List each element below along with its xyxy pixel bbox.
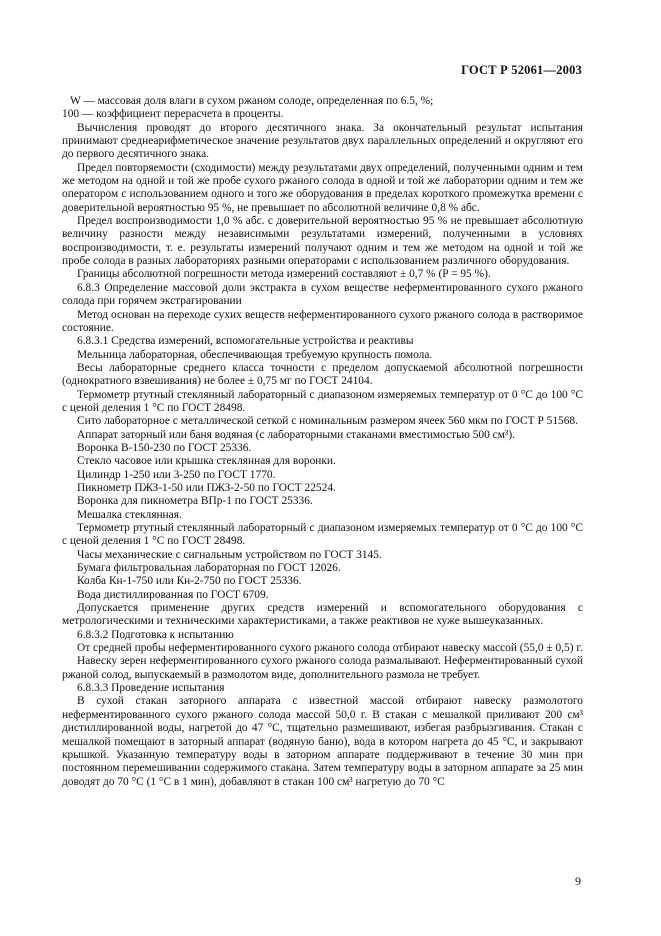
list-item: Стекло часовое или крышка стеклянная для воронки. xyxy=(77,455,336,468)
paragraph: В сухой стакан заторного аппарата с известной массой отбирают навеску размолотого неферментированного сухого ржаного солода массой 50,0 г. В стакан с мешалкой приливают 200 см³ дистиллированной воды, нагретой до 47 °С, тщательно размешивают, избегая разбрызгивания. Стакан с мешалкой помещают в заторный аппарат (водяную баню), вода в котором нагрета до 45 °С, и закрывают крышкой. Указанную температуру воды в заторном аппарате поддерживают в течение 30 мин при постоянном перемешивании содержимого стакана. Затем температуру воды в заторном аппарате за 25 мин доводят до 70 °С (1 °С в 1 мин), добавляют в стакан 100 см³ нагретую до 70 °С xyxy=(62,695,583,788)
section-heading: 6.8.3.3 Проведение испытания xyxy=(77,682,225,695)
list-item: Весы лабораторные среднего класса точности с пределом допускаемой абсолютной погрешности (однократного взвешивания) не более ± 0,75 мг по ГОСТ 24104. xyxy=(62,361,583,388)
list-item: Аппарат заторный или баня водяная (с лабораторными стаканами вместимостью 500 см³). xyxy=(77,428,515,441)
list-item: Сито лабораторное с металлической сеткой с номинальным размером ячеек 560 мкм по ГОСТ Р 51568. xyxy=(77,415,578,428)
list-item: Бумага фильтровальная лабораторная по ГОСТ 12026. xyxy=(77,562,341,575)
list-item: Вода дистиллированная по ГОСТ 6709. xyxy=(77,588,269,601)
paragraph: Допускается применение других средств измерений и вспомогательного оборудования с метрологическими и техническими характеристиками, а также реактивов не хуже вышеуказанных. xyxy=(62,602,583,628)
document-body xyxy=(62,95,583,789)
list-item: Мельница лабораторная, обеспечивающая требуемую крупность помола. xyxy=(77,348,433,361)
paragraph: Границы абсолютной погрешности метода измерений составляют ± 0,7 % (P = 95 %). xyxy=(77,268,491,281)
list-item: Термометр ртутный стеклянный лабораторный с диапазоном измеряемых температур от 0 °С до 100 °С с ценой деления 1 °С по ГОСТ 28498. xyxy=(62,522,583,548)
paragraph: Навеску зерен неферментированного сухого ржаного солода размалывают. Неферментированный сухой ржаной солод, выпускаемый в размолотом виде, дополнительного размола не требует. xyxy=(62,655,583,681)
paragraph: От средней пробы неферментированного сухого ржаного солода отбирают навеску массой (55,0 ± 0,5) г. xyxy=(77,642,583,655)
list-item: Пикнометр ПЖЗ-1-50 или ПЖЗ-2-50 по ГОСТ 22524. xyxy=(77,481,336,494)
page-number: 9 xyxy=(575,874,581,888)
section-heading: 6.8.3 Определение массовой доли экстракта в сухом веществе неферментированного сухого ржаного солода при горячем экстрагировании xyxy=(62,281,583,308)
list-item: Мешалка стеклянная. xyxy=(77,508,182,521)
list-item: Термометр ртутный стеклянный лабораторный с диапазоном измеряемых температур от 0 °С до 100 °С с ценой деления 1 °С по ГОСТ 28498. xyxy=(62,388,583,414)
paragraph: 100 — коэффициент перерасчета в проценты. xyxy=(62,108,284,121)
list-item: Воронка для пикнометра ВПр-1 по ГОСТ 25336. xyxy=(77,495,313,508)
section-heading: 6.8.3.2 Подготовка к испытанию xyxy=(77,628,234,641)
paragraph: Метод основан на переходе сухих веществ неферментированного сухого ржаного солода в растворимое состояние. xyxy=(62,308,583,334)
list-item: Часы механические с сигнальным устройством по ГОСТ 3145. xyxy=(77,548,382,561)
list-item: Цилиндр 1-250 или 3-250 по ГОСТ 1770. xyxy=(77,468,276,481)
paragraph: Предел воспроизводимости 1,0 % абс. с доверительной вероятностью 95 % не превышает абсолютную величину разности между независимыми результатами измерений, полученными в условиях воспроизводимости, т. е. результаты измерений получают одним и тем же методом на одной и той же пробе солода в разных лабораториях разными операторами с использованием различного оборудования. xyxy=(62,215,583,268)
document-code-header: ГОСТ Р 52061—2003 xyxy=(461,63,582,77)
paragraph: W — массовая доля влаги в сухом ржаном солоде, определенная по 6.5, %; xyxy=(70,95,434,107)
section-heading: 6.8.3.1 Средства измерений, вспомогательные устройства и реактивы xyxy=(77,335,414,348)
paragraph: Предел повторяемости (сходимости) между результатами двух определений, полученными одним и тем же методом на одной и той же пробе сухого ржаного солода в одной и той же лаборатории одним и тем же оператором с использованием одного и того же оборудования в пределах короткого промежутка времени с доверительной вероятностью 95 %, не превышает по абсолютной величине 0,8 % абс. xyxy=(62,161,583,214)
list-item: Колба Кн-1-750 или Кн-2-750 по ГОСТ 25336. xyxy=(77,575,302,588)
paragraph: Вычисления проводят до второго десятичного знака. За окончательный результат испытания принимают среднеарифметическое значение результатов двух параллельных определений и округляют его до первого десятичного знака. xyxy=(62,121,583,161)
list-item: Воронка В-150-230 по ГОСТ 25336. xyxy=(77,441,252,454)
